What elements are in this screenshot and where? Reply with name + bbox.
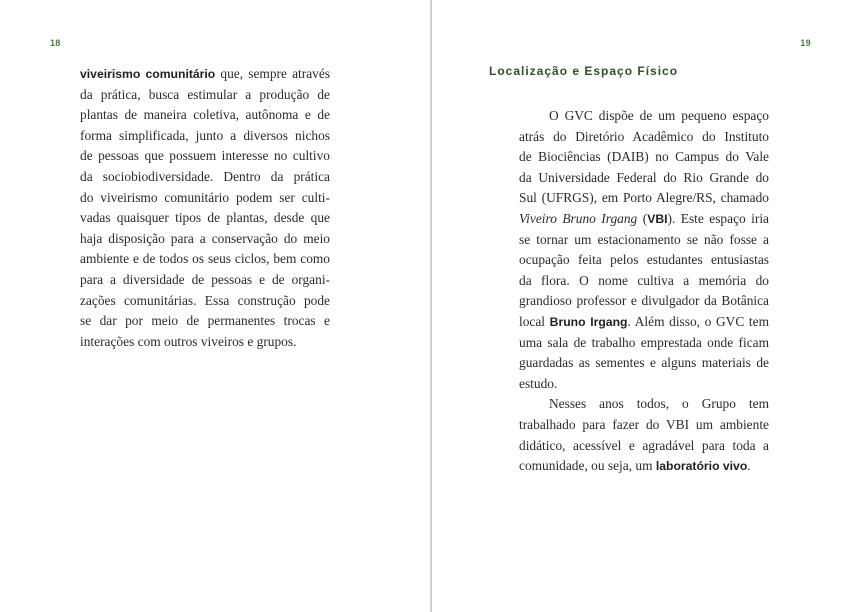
left-page	[0, 0, 430, 612]
text-line	[519, 394, 769, 415]
emphasis-term: laboratório vivo	[655, 459, 748, 474]
text-run: ambiente e de todos os seus ciclos, bem como	[80, 251, 330, 267]
text-run: Nesses anos todos, o Grupo tem	[549, 396, 769, 412]
text-line	[519, 106, 769, 127]
page-number: 19	[800, 38, 811, 48]
text-line	[519, 353, 769, 374]
text-line	[80, 85, 330, 106]
text-line	[80, 332, 330, 353]
text-run: .	[747, 458, 751, 474]
text-run: plantas de maneira coletiva, autônoma e de	[80, 107, 330, 123]
page-number: 18	[50, 38, 61, 48]
text-line	[519, 456, 769, 477]
body-text	[80, 64, 330, 352]
text-line	[519, 312, 769, 333]
text-run: da sociobiodiversidade. Dentro da prática	[80, 168, 330, 184]
text-run: local	[519, 313, 550, 329]
text-line	[519, 374, 769, 395]
text-run: interações com outros viveiros e grupos.	[80, 333, 297, 349]
text-run: de Biociências (DAIB) no Campus do Vale	[519, 149, 769, 165]
text-line	[80, 249, 330, 270]
emphasis-term: VBI	[647, 211, 668, 226]
emphasis-term: Bruno Irgang	[549, 314, 628, 329]
text-line	[80, 208, 330, 229]
text-run: vadas quaisquer tipos de plantas, desde que	[80, 210, 330, 226]
text-run: que, sempre através	[215, 66, 330, 81]
text-run: didático, acessível e agradável para toda a	[519, 437, 769, 453]
text-line	[519, 271, 769, 292]
text-run: ). Este espaço iria	[667, 210, 769, 226]
text-run: se tornar um estacionamento se não fosse a	[519, 231, 769, 247]
text-run: (	[637, 210, 648, 226]
text-run: haja disposição para a conservação do meio	[80, 230, 330, 246]
text-line	[519, 230, 769, 251]
text-line	[80, 105, 330, 126]
text-line	[519, 127, 769, 148]
text-line	[80, 311, 330, 332]
text-line	[80, 64, 330, 85]
text-run: do viveirismo comunitário podem ser culti-	[80, 189, 330, 205]
text-line	[80, 167, 330, 188]
text-line	[519, 436, 769, 457]
text-line	[519, 209, 769, 230]
text-run: ocupação feita pelos estudantes entusiastas	[519, 252, 769, 268]
body-text	[519, 106, 769, 477]
text-line	[519, 291, 769, 312]
text-line	[80, 188, 330, 209]
text-line	[80, 126, 330, 147]
text-line	[519, 333, 769, 354]
right-page	[432, 0, 861, 612]
text-line	[519, 188, 769, 209]
text-run: para a diversidade de pessoas e de organi-	[80, 271, 330, 287]
text-line	[519, 415, 769, 436]
text-run: da prática, busca estimular a produção de	[80, 86, 330, 102]
text-run: da Universidade Federal do Rio Grande do	[519, 169, 769, 185]
text-run: trabalhado para fazer do VBI um ambiente	[519, 416, 769, 432]
text-line	[80, 270, 330, 291]
text-run: atrás do Diretório Acadêmico do Instituto	[519, 128, 769, 144]
text-run: da flora. O nome cultiva a memória do	[519, 272, 769, 288]
section-heading: Localização e Espaço Físico	[489, 64, 679, 78]
text-run: forma simplificada, junto a diversos nichos	[80, 127, 330, 143]
text-line	[519, 168, 769, 189]
text-run: comunidade, ou seja, um	[519, 458, 656, 474]
text-run: guardadas as sementes e alguns materiais de	[519, 355, 769, 371]
text-line	[519, 147, 769, 168]
text-run: . Além disso, o GVC tem	[627, 313, 769, 329]
italic-term: Viveiro Bruno Irgang	[519, 210, 638, 226]
text-run: grandioso professor e divulgador da Botânica	[519, 293, 769, 309]
text-run: Sul (UFRGS), em Porto Alegre/RS, chamado	[519, 190, 769, 206]
emphasis-term: viveirismo comunitário	[80, 67, 216, 81]
text-run: uma sala de trabalho emprestada onde ficam	[519, 334, 769, 350]
text-run: se dar por meio de permanentes trocas e	[80, 313, 330, 329]
text-run: zações comunitárias. Essa construção pode	[80, 292, 330, 308]
text-line	[80, 146, 330, 167]
text-run: estudo.	[519, 375, 558, 391]
text-line	[519, 250, 769, 271]
text-run: de pessoas que possuem interesse no cultivo	[80, 148, 330, 164]
text-line	[80, 291, 330, 312]
text-run: O GVC dispõe de um pequeno espaço	[549, 108, 769, 123]
text-line	[80, 229, 330, 250]
